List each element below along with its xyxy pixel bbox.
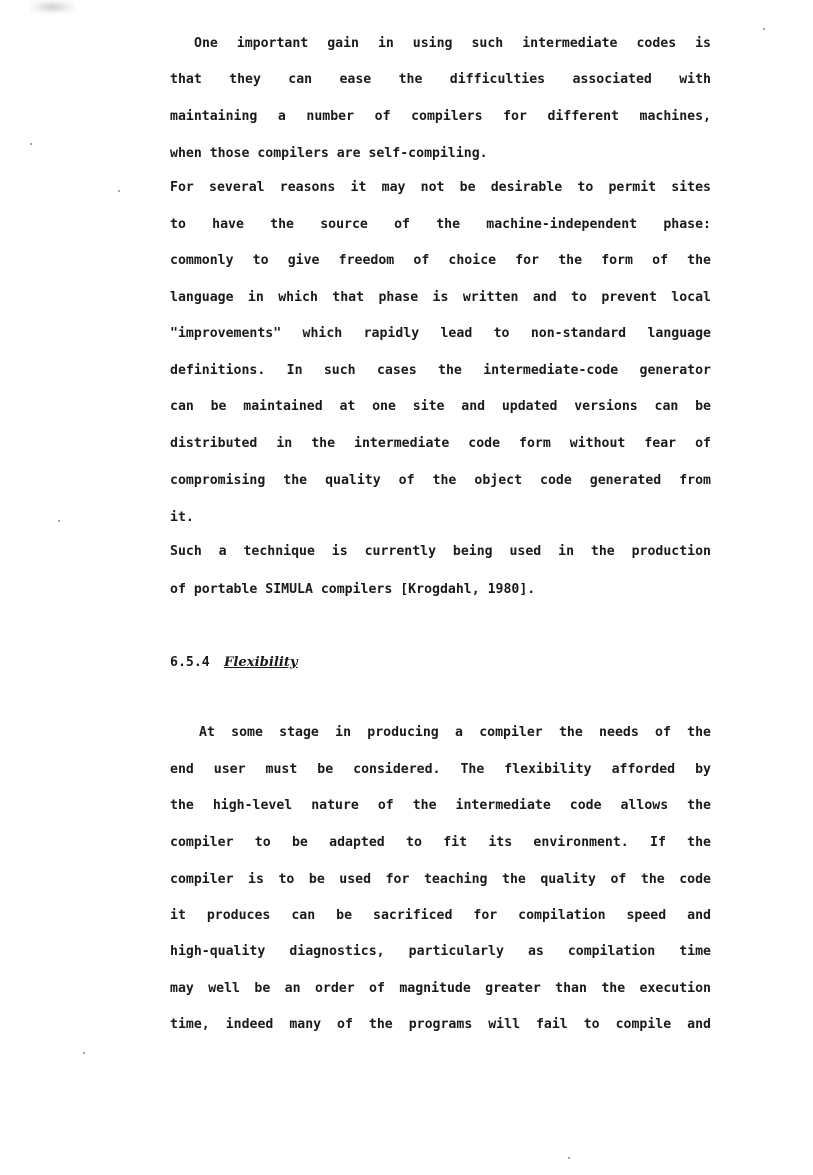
text-line: commonly to give freedom of choice for the form of the xyxy=(170,253,711,268)
scan-speck xyxy=(58,520,60,522)
text-line: language in which that phase is written and to prevent local xyxy=(170,290,711,305)
scan-smudge xyxy=(30,0,75,14)
text-line: it produces can be sacrificed for compilation speed and xyxy=(170,908,711,923)
scan-speck xyxy=(118,190,120,192)
text-line: the high-level nature of the intermediate code allows the xyxy=(170,798,711,813)
text-line: compromising the quality of the object code generated from xyxy=(170,473,711,488)
text-line: to have the source of the machine-independent phase: xyxy=(170,217,711,232)
text-line: maintaining a number of compilers for different machines, xyxy=(170,109,711,124)
text-line: Such a technique is currently being used in the production xyxy=(170,544,711,559)
text-line: it. xyxy=(170,510,194,525)
text-line: may well be an order of magnitude greater than the execution xyxy=(170,981,711,996)
text-line: compiler is to be used for teaching the quality of the code xyxy=(170,872,711,887)
text-line: end user must be considered. The flexibility afforded by xyxy=(170,762,711,777)
text-line: when those compilers are self-compiling. xyxy=(170,146,488,161)
text-line: can be maintained at one site and updated versions can be xyxy=(170,399,711,414)
text-line: time, indeed many of the programs will fail to compile and xyxy=(170,1017,711,1032)
text-line: distributed in the intermediate code form without fear of xyxy=(170,436,711,451)
text-line: definitions. In such cases the intermediate-code generator xyxy=(170,363,711,378)
text-line: "improvements" which rapidly lead to non-standard language xyxy=(170,326,711,341)
section-title: Flexibility xyxy=(224,655,298,670)
scan-speck xyxy=(763,28,765,30)
text-line: One important gain in using such intermediate codes is xyxy=(194,36,711,51)
scan-speck xyxy=(83,1052,85,1054)
text-line: of portable SIMULA compilers [Krogdahl, 1980]. xyxy=(170,582,536,597)
text-line: For several reasons it may not be desirable to permit sites xyxy=(170,180,711,195)
text-line: At some stage in producing a compiler the needs of the xyxy=(199,725,711,740)
scan-speck xyxy=(30,143,32,145)
section-number: 6.5.4 xyxy=(170,655,210,670)
scan-speck xyxy=(568,1157,570,1159)
text-line: compiler to be adapted to fit its environment. If the xyxy=(170,835,711,850)
text-line: that they can ease the difficulties associated with xyxy=(170,72,711,87)
text-line: high-quality diagnostics, particularly as compilation time xyxy=(170,944,711,959)
